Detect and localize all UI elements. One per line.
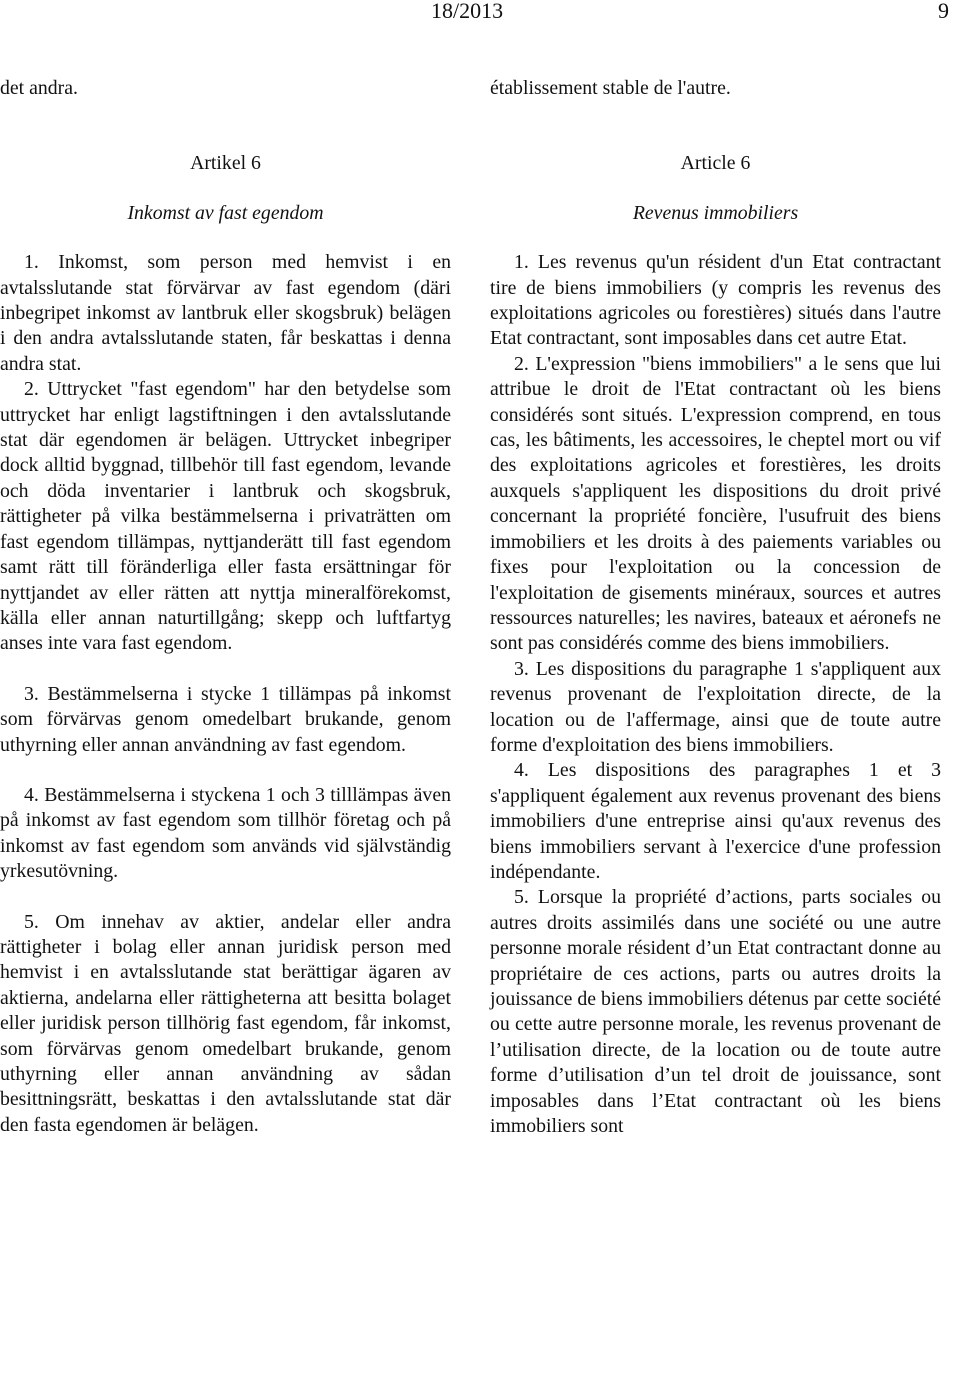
page-header xyxy=(0,0,960,28)
paragraph-3: 3. Les dispositions du paragraphe 1 s'appliquent aux revenus provenant de l'exploitation directe, de la location ou de l'affermage, ainsi que de toute autre forme d'exploitation des biens immobiliers. xyxy=(490,657,941,756)
paragraph-2: 2. L'expression "biens immobiliers" a le sens que lui attribue le droit de l'Etat contractant où les biens considérés sont situés. L'expression comprend, en tous cas, les bâtiments, les accessoires, le cheptel mort ou vif des exploitations agricoles et forestières, les droits auxquels s'appliquent les dispositions du droit privé concernant la propriété foncière, l'usufruit des biens immobiliers et les droits à des paiements variables ou fixes pour l'exploitation ou la concession de l'exploitation de gisements minéraux, sources et autres ressources naturelles; les navires, bateaux et aéronefs ne sont pas considérés comme des biens immobiliers. xyxy=(490,352,941,655)
continued-text: det andra. xyxy=(0,77,78,99)
paragraph-4: 4. Les dispositions des paragraphes 1 et 3 s'appliquent également aux revenus provenant des biens immobiliers d'une entreprise ainsi qu'aux revenus des biens immobiliers servant à l'exercice d'une profession indépendante. xyxy=(490,759,941,883)
article-title: Artikel 6 xyxy=(190,152,261,175)
paragraph-3: 3. Bestämmelserna i stycke 1 tillämpas på inkomst som förvärvas genom omedelbart brukande, genom uthyrning eller annan användning av fast egendom. xyxy=(0,682,451,756)
paragraph-2: 2. Uttrycket "fast egendom" har den betydelse som uttrycket har enligt lagstiftningen i den avtalsslutande stat där egendomen är belägen. Uttrycket inbegriper dock alltid byggnad, tillbehör till fast egendom, levande och döda inventarier i lantbruk och skogsbruk, rättigheter på vilka bestämmelserna i privaträtten om fast egendom tillämpas, nyttjanderätt till fast egendom samt rätt till föränderliga eller fasta ersättningar för nyttjandet av eller rätten att nyttja mineralförekomst, källa eller annan naturtillgång; skepp och luftfartyg anses inte vara fast egendom. xyxy=(0,378,451,655)
paragraph-4: 4. Bestämmelserna i styckena 1 och 3 tilllämpas även på inkomst av fast egendom som tillhör företag och på inkomst av fast egendom som används vid självständig yrkesutövning. xyxy=(0,783,451,883)
issue-number: 18/2013 xyxy=(431,0,504,23)
continued-text: établissement stable de l'autre. xyxy=(490,77,731,99)
french-column xyxy=(490,76,941,1139)
page-number: 9 xyxy=(938,0,949,23)
paragraph-5: 5. Om innehav av aktier, andelar eller andra rättigheter i bolag eller annan juridisk person med hemvist i en avtalsslutande stat berättigar ägaren av aktierna, andelarna eller rättigheterna att besitta bolaget eller juridisk person tillhörig fast egendom, får inkomst, som förvärvas genom omedelbart brukande, genom uthyrning eller annan användning av sådan besittningsrätt, beskattas i den avtalsslutande stat där den fasta egendomen är belägen. xyxy=(0,910,451,1136)
swedish-column xyxy=(0,76,451,1138)
article-subtitle: Inkomst av fast egendom xyxy=(127,201,324,224)
article-subtitle: Revenus immobiliers xyxy=(632,201,799,224)
paragraph-1: 1. Les revenus qu'un résident d'un Etat contractant tire de biens immobiliers (y compris les revenus des exploitations agricoles ou forestières) situés dans l'autre Etat contractant, sont imposables dans cet autre Etat. xyxy=(490,251,941,350)
paragraph-5: 5. Lorsque la propriété d’actions, parts sociales ou autres droits assimilés dans une société ou une autre personne morale résident d’un Etat contractant donne au propriétaire de ces actions, parts ou autres droits la jouissance de biens immobiliers détenus par cette société ou cette autre personne morale, les revenus provenant de l’utilisation directe, de la location ou de toute autre forme d’utilisation d’un tel droit de jouissance, sont imposables dans l’Etat contractant où les biens immobiliers sont xyxy=(490,886,941,1138)
article-title: Article 6 xyxy=(680,152,751,175)
paragraph-1: 1. Inkomst, som person med hemvist i en avtalsslutande stat förvärvar av fast egendom (däri inbegripet inkomst av lantbruk eller skogsbruk) belägen i den andra avtalsslutande staten, får beskattas i denna andra stat. xyxy=(0,251,451,375)
